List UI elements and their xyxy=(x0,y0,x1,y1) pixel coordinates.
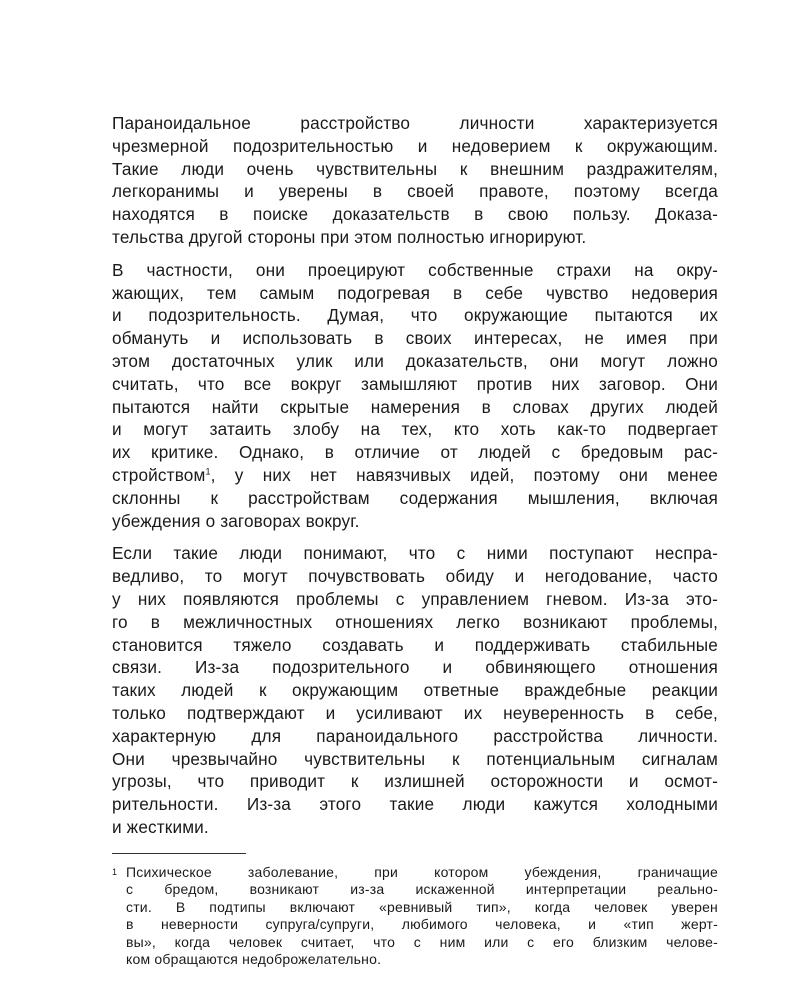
footnote-reference[interactable]: 1 xyxy=(205,466,211,477)
footnote-text xyxy=(126,864,718,969)
text-line: Такие люди очень чувствительны к внешним раздражителям, xyxy=(112,158,718,179)
footnote-line: в неверности супруга/супруги, любимого человека, и «тип жерт- xyxy=(126,916,718,933)
text-line: и подозрительность. Думая, что окружающие пытаются их xyxy=(112,305,718,326)
text-line: характерную для параноидального расстройства личности. xyxy=(112,725,718,746)
text-line: В частности, они проецируют собственные страхи на окру- xyxy=(112,259,718,280)
text-line: Если такие люди понимают, что с ними поступают неспра- xyxy=(112,543,718,564)
text-line: ведливо, то могут почувствовать обиду и негодование, часто xyxy=(112,566,718,587)
text-line: обмануть и использовать в своих интересах, не имея при xyxy=(112,328,718,349)
text-line: го в межличностных отношениях легко возникают проблемы, xyxy=(112,611,718,632)
text-line: склонны к расстройствам содержания мышления, включая xyxy=(112,487,718,508)
text-line: таких людей к окружающим ответные враждебные реакции xyxy=(112,680,718,701)
text-line: у них появляются проблемы с управлением гневом. Из-за это- xyxy=(112,588,718,609)
text-line: Они чрезвычайно чувствительны к потенциальным сигналам xyxy=(112,748,718,769)
text-line: только подтверждают и усиливают их неуверенность в себе, xyxy=(112,702,718,723)
text-line: жающих, тем самым подогревая в себе чувство недоверия xyxy=(112,282,718,303)
text-line: считать, что все вокруг замышляют против них заговор. Они xyxy=(112,373,718,394)
footnote-number: 1 xyxy=(112,866,118,877)
text-line: убеждения о заговорах вокруг. xyxy=(112,510,360,531)
text-line: тельства другой стороны при этом полностью игнорируют. xyxy=(112,226,587,247)
footnote-line: сти. В подтипы включают «ревнивый тип», когда человек уверен xyxy=(126,898,718,915)
text-line: этом достаточных улик или доказательств, они могут ложно xyxy=(112,350,718,371)
text-line: и могут затаить злобу на тех, кто хоть как-то подвергает xyxy=(112,419,718,440)
text-line: становится тяжело создавать и поддерживать стабильные xyxy=(112,634,718,655)
text-line: чрезмерной подозрительностью и недоверием к окружающим. xyxy=(112,135,718,156)
text-line: связи. Из-за подозрительного и обвиняющего отношения xyxy=(112,657,718,678)
text-line: пытаются найти скрытые намерения в словах других людей xyxy=(112,396,718,417)
text-line: легкоранимы и уверены в своей правоте, поэтому всегда xyxy=(112,181,718,202)
paragraph-2 xyxy=(112,259,718,533)
text-line: находятся в поиске доказательств в свою пользу. Доказа- xyxy=(112,204,718,225)
text-line: угрозы, что приводит к излишней осторожности и осмот- xyxy=(112,771,718,792)
text-line: рительности. Из-за этого такие люди кажутся холодными xyxy=(112,794,718,815)
text-line-with-footnote-ref xyxy=(112,464,718,487)
text-line: Параноидальное расстройство личности характеризуется xyxy=(112,113,718,133)
paragraph-1 xyxy=(112,112,718,249)
footnote-line: ком обращаются недоброжелательно. xyxy=(126,951,382,968)
text-line: их критике. Однако, в отличие от людей с бредовым рас- xyxy=(112,442,718,463)
text-line: и жесткими. xyxy=(112,816,209,837)
text-fragment: , у них нет навязчивых идей, поэтому они менее xyxy=(210,464,718,485)
text-fragment: стройством xyxy=(112,464,206,485)
footnote xyxy=(112,864,718,969)
footnote-divider xyxy=(112,853,246,854)
footnote-line: вы», когда человек считает, что с ним или с его близким челове- xyxy=(126,933,718,950)
footnote-line: с бредом, возникают из-за искаженной интерпретации реально- xyxy=(126,881,718,898)
page-content xyxy=(112,112,718,969)
footnote-line: Психическое заболевание, при котором убеждения, граничащие xyxy=(126,863,718,880)
paragraph-3 xyxy=(112,542,718,838)
